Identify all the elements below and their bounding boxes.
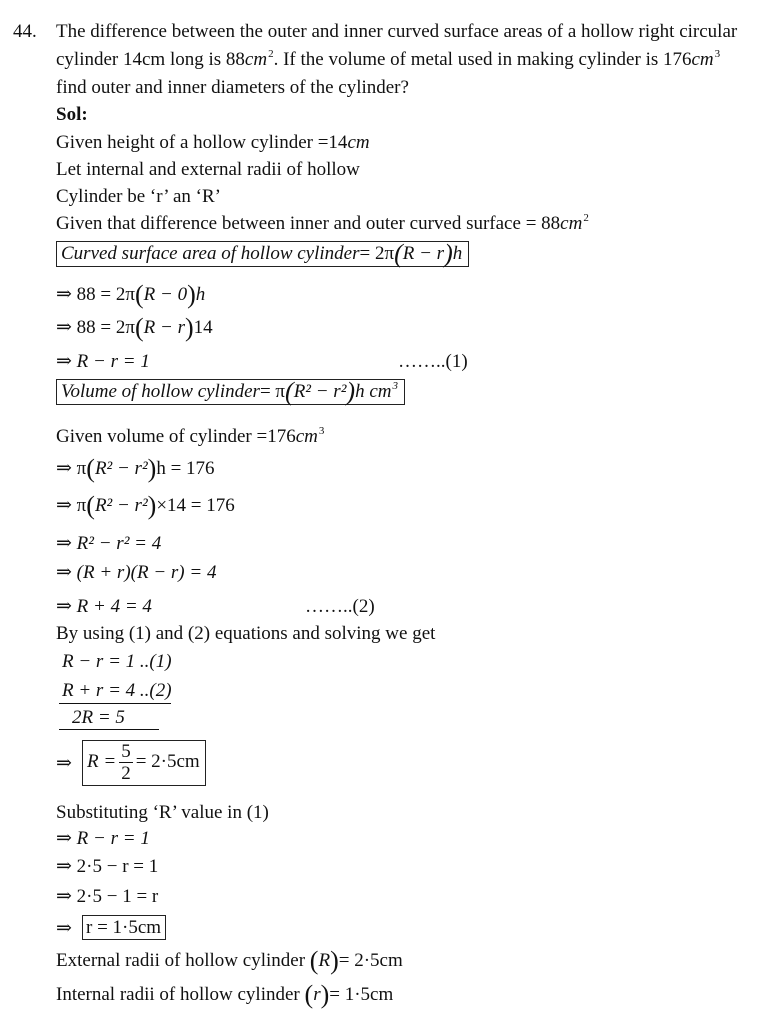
csa-step-1: ⇒ 88 = 2π(R − 0)h — [56, 280, 206, 309]
system-sum: 2R = 5 — [72, 707, 125, 728]
system-line-2: R + r = 4 ..(2) — [62, 680, 172, 701]
volume-formula-box: Volume of hollow cylinder= π(R² − r²)h $cm^3$ — [56, 379, 405, 405]
equation-tag-2: ……..(2) — [305, 596, 375, 617]
substitute-step-1: ⇒ R − r = 1 — [56, 828, 150, 849]
solution-label: Sol: — [56, 104, 88, 125]
internal-radius-line: Internal radii of hollow cylinder (r)= 1·5cm — [56, 980, 394, 1009]
given-difference: Given that difference between inner and outer curved surface = $88cm^2$ — [56, 212, 589, 234]
volume-step-3: ⇒ R² − r² = 4 — [56, 533, 162, 554]
by-using-line: By using (1) and (2) equations and solving we get — [56, 623, 436, 644]
given-volume: Given volume of cylinder $=176cm^3$ — [56, 425, 325, 447]
volume-step-4: ⇒ (R + r)(R − r) = 4 — [56, 562, 217, 583]
substitute-step-2: ⇒ 2·5 − r = 1 — [56, 856, 159, 877]
r-inner-result-arrow: ⇒ — [56, 918, 72, 939]
cylinder-radii-line: Cylinder be ‘r’ an ‘R’ — [56, 186, 221, 207]
question-line-1: The difference between the outer and inner curved surface areas of a hollow right circular — [56, 21, 738, 42]
volume-step-1: ⇒ π(R² − r²)h = 176 — [56, 454, 215, 483]
csa-formula-box: Curved surface area of hollow cylinder= 2π(R − r)h — [56, 241, 469, 267]
given-height: Given height of a hollow cylinder =14cm — [56, 132, 370, 153]
r-outer-result-arrow: ⇒ — [56, 753, 72, 774]
system-line-1: R − r = 1 ..(1) — [62, 651, 172, 672]
question-line-2: cylinder 14cm long is $88cm^2$. If the volume of metal used in making cylinder is $176cm^3$ — [56, 48, 721, 70]
csa-step-2: ⇒ 88 = 2π(R − r)14 — [56, 313, 213, 342]
substituting-line: Substituting ‘R’ value in (1) — [56, 802, 269, 823]
volume-step-2: ⇒ π(R² − r²)×14 = 176 — [56, 491, 235, 520]
csa-step-3: ⇒ R − r = 1 — [56, 351, 150, 372]
question-line-3: find outer and inner diameters of the cylinder? — [56, 77, 409, 98]
equation-tag-1: ……..(1) — [398, 351, 468, 372]
volume-step-5: ⇒ R + 4 = 4 — [56, 596, 152, 617]
system-sum-rule — [59, 703, 171, 704]
substitute-step-3: ⇒ 2·5 − 1 = r — [56, 886, 159, 907]
question-number: 44. — [13, 21, 37, 42]
external-radius-line: External radii of hollow cylinder (R)= 2·5cm — [56, 946, 403, 975]
let-radii-line: Let internal and external radii of hollow — [56, 159, 360, 180]
r-inner-result-box: r = 1·5cm — [82, 915, 166, 940]
r-outer-result-box: R = $\frac{5}{2}$ = 2·5cm — [82, 740, 206, 786]
system-sum-underline — [59, 729, 159, 730]
